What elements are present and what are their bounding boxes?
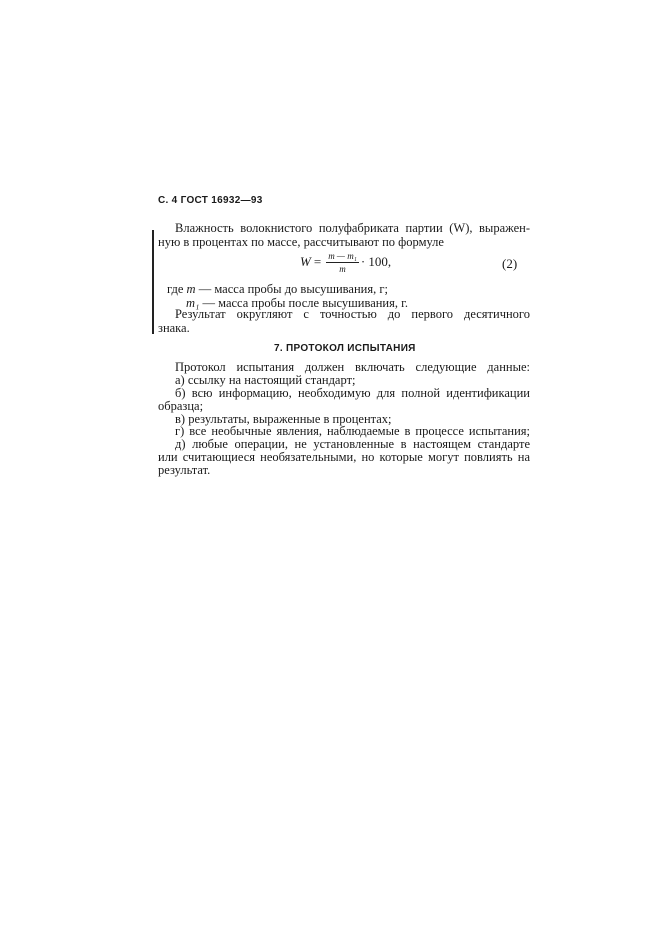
protocol-item-b-1: б) всю информацию, необходимую для полной идентификации [175, 386, 530, 400]
formula-fraction [326, 251, 359, 274]
result-line-2: знака. [158, 321, 190, 335]
where-def-1: — масса пробы до высушивания, г; [198, 282, 388, 296]
protocol-item-e-3: результат. [158, 463, 211, 477]
intro-line-1: Влажность волокнистого полуфабриката партии (W), выражен- [175, 221, 530, 235]
protocol-item-e-1: д) любые операции, не установленные в настоящем стандарте [175, 437, 530, 451]
formula-equals: = [313, 254, 322, 269]
protocol-item-c: в) результаты, выраженные в процентах; [175, 412, 392, 426]
change-bar [152, 230, 154, 334]
protocol-item-a: а) ссылку на настоящий стандарт; [175, 373, 356, 387]
formula-denominator: m [339, 263, 346, 274]
where-def-2: — масса пробы после высушивания, г. [202, 296, 408, 310]
page-header: С. 4 ГОСТ 16932—93 [158, 195, 263, 206]
where-var-2: m₁ [186, 296, 200, 310]
formula [300, 250, 391, 274]
result-line-1: Результат округляют с точностью до первого десятичного [175, 307, 530, 321]
section-title: 7. ПРОТОКОЛ ИСПЫТАНИЯ [274, 343, 416, 354]
intro-line-2: ную в процентах по массе, рассчитывают по формуле [158, 235, 444, 249]
equation-number: (2) [502, 256, 518, 271]
where-line-1 [167, 282, 388, 297]
protocol-item-d: г) все необычные явления, наблюдаемые в процессе испытания; [175, 424, 530, 438]
protocol-item-e-2: или считающиеся необязательными, но которые могут повлиять на [158, 450, 530, 464]
protocol-item-b-2: образца; [158, 399, 204, 413]
formula-lhs: W [300, 254, 311, 269]
where-var-1: m [186, 282, 196, 296]
protocol-intro: Протокол испытания должен включать следующие данные: [175, 360, 530, 374]
where-prefix: где [167, 282, 184, 296]
formula-numerator: m — m₁ [328, 250, 357, 261]
formula-tail: · 100, [360, 254, 392, 269]
